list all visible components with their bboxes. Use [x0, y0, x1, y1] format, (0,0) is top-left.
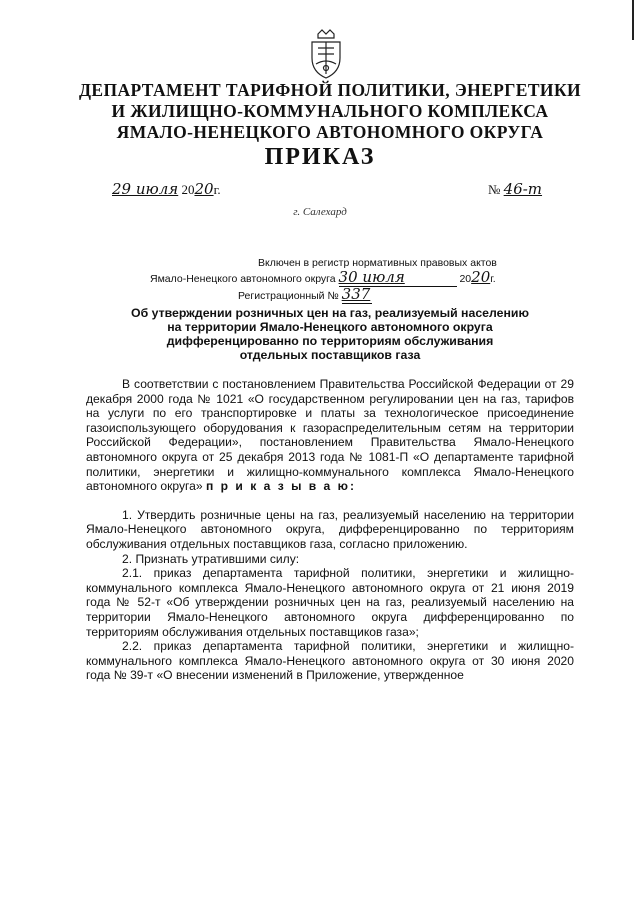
order-date-day: 29 июля [112, 180, 179, 198]
preamble-paragraph [86, 377, 574, 494]
paragraph-1: 1. Утвердить розничные цены на газ, реализуемый населению на территории Ямало-Ненецкого автономного округа, дифференцированно по территориям обслуживания отдельных поставщиков газа, согласно приложению. [86, 507, 574, 551]
registry-date: 30 июля [338, 268, 405, 286]
department-name-line: ДЕПАРТАМЕНТ ТАРИФНОЙ ПОЛИТИКИ, ЭНЕРГЕТИКИ [78, 80, 582, 100]
coat-of-arms-icon [304, 28, 348, 80]
registry-stamp [150, 256, 540, 304]
paragraph-2-1: 2.1. приказ департамента тарифной политики, энергетики и жилищно-коммунального комплекса Ямало-Ненецкого автономного округа от 21 июня 2019 года № 52-т «Об утверждении розничных цен на газ, реализуемый населению на территории Ямало-Ненецкого автономного округа дифференцированно по территориям обслуживания отдельных поставщиков газа»; [86, 566, 574, 639]
document-title [110, 306, 550, 362]
document-body [86, 377, 574, 683]
order-word: п р и к а з ы в а ю: [206, 479, 357, 494]
preamble-text: В соответствии с постановлением Правительства Российской Федерации от 29 декабря 2000 года № 1021 «О государственном регулировании цен на газ, тарифов на услуги по его транспортировке и платы за технологическое присоединение газоиспользующего оборудования к газораспределительным сетям на территории Российской Федерации», постановлением Правительства Ямало-Ненецкого автономного округа от 25 декабря 2013 года № 1081-П «О департаменте тарифной политики, энергетики и жилищно-коммунального комплекса Ямало-Ненецкого автономного округа» [86, 377, 574, 494]
document-title-line: на территории Ямало-Ненецкого автономного округа [167, 320, 493, 334]
document-title-line: Об утверждении розничных цен на газ, реализуемый населению [131, 306, 529, 320]
order-number-prefix: № [488, 182, 501, 197]
department-name-line: И ЖИЛИЩНО-КОММУНАЛЬНОГО КОМПЛЕКСА [111, 101, 549, 121]
registry-number: 337 [341, 285, 371, 303]
order-date-suffix: г. [213, 182, 221, 197]
scan-edge-mark [632, 0, 634, 40]
paragraph-2: 2. Признать утратившими силу: [122, 551, 300, 566]
registry-date-century: 20 [459, 273, 472, 285]
order-date-century: 20 [181, 182, 195, 197]
city-name: г. Салехард [293, 206, 347, 218]
registry-date-suffix: г. [490, 273, 496, 285]
order-number-value: 46-т [503, 180, 543, 198]
document-title-line: дифференцированно по территориям обслуживания [166, 334, 494, 348]
registry-region: Ямало-Ненецкого автономного округа [150, 273, 336, 285]
paragraph-2-2: 2.2. приказ департамента тарифной политики, энергетики и жилищно-коммунального комплекса Ямало-Ненецкого автономного округа от 30 июня 2020 года № 39-т «О внесении изменений в Приложение, утвержденное [86, 639, 574, 683]
registry-number-field [342, 287, 372, 304]
registry-date-year: 20 [471, 268, 491, 286]
department-name-line: ЯМАЛО-НЕНЕЦКОГО АВТОНОМНОГО ОКРУГА [116, 122, 544, 142]
order-date-year: 20 [194, 180, 214, 198]
document-title-line: отдельных поставщиков газа [239, 348, 421, 362]
order-date [112, 180, 221, 198]
document-type-heading: ПРИКАЗ [264, 144, 376, 170]
department-name [60, 80, 600, 143]
registry-number-label: Регистрационный № [238, 290, 339, 302]
order-number [488, 180, 542, 198]
registry-line-1: Включен в регистр нормативных правовых актов [258, 257, 497, 269]
registry-line-3 [150, 287, 540, 304]
